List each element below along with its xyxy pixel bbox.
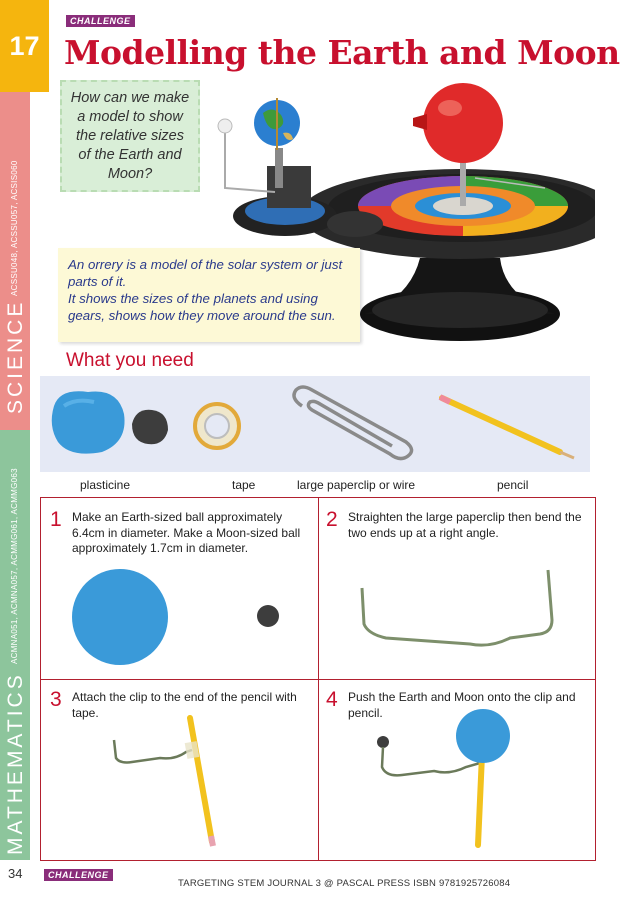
science-band <box>0 92 30 430</box>
materials-image <box>40 376 590 472</box>
step-1-number: 1 <box>50 508 62 531</box>
question-card <box>60 80 200 192</box>
material-paperclip: large paperclip or wire <box>297 478 416 492</box>
page-title: Modelling the Earth and Moon <box>64 33 620 72</box>
material-pencil: pencil <box>497 478 529 492</box>
science-codes: ACSSU048, ACSSU057, ACSIS060 <box>10 160 19 296</box>
page-number: 34 <box>8 866 23 881</box>
step-4-text: Push the Earth and Moon onto the clip and pencil. <box>348 690 576 720</box>
step-4-number: 4 <box>326 688 338 711</box>
mathematics-label: MATHEMATICS <box>4 672 27 855</box>
step-3-image <box>60 710 310 855</box>
mathematics-band <box>0 430 30 860</box>
question-text: How can we make a model to show the relative sizes of the Earth and Moon? <box>70 89 190 182</box>
step-2-number: 2 <box>326 508 338 531</box>
step-3-number: 3 <box>50 688 62 711</box>
materials-strip <box>40 376 590 472</box>
note-line-2: It shows the sizes of the planets and using gears, shows how they move around the sun. <box>68 291 336 323</box>
step-3-text: Attach the clip to the end of the pencil with tape. <box>72 690 297 720</box>
material-plasticine: plasticine <box>80 478 131 492</box>
step-1-image <box>60 565 310 675</box>
steps-divider-horizontal <box>40 679 596 680</box>
step-2-text: Straighten the large paperclip then bend the two ends up at a right angle. <box>348 510 582 540</box>
step-4-image <box>330 705 590 855</box>
what-you-need-heading: What you need <box>66 350 194 371</box>
material-tape: tape <box>232 478 256 492</box>
page-badge <box>0 0 49 92</box>
page-badge-number: 17 <box>9 30 40 61</box>
challenge-badge: CHALLENGE <box>66 15 135 27</box>
step-1-text: Make an Earth-sized ball approximately 6.4cm in diameter. Make a Moon-sized ball approximately 1.7cm in diameter. <box>72 510 301 555</box>
mathematics-codes: ACMNA051, ACMNA057, ACMMG061, ACMMG063 <box>10 468 19 664</box>
science-label: SCIENCE <box>4 299 27 414</box>
footer-challenge-badge: CHALLENGE <box>44 869 113 881</box>
step-2-image <box>330 560 590 675</box>
orrery-note <box>58 248 360 342</box>
footer-text: TARGETING STEM JOURNAL 3 @ PASCAL PRESS ISBN 9781925726084 <box>178 878 511 889</box>
note-line-1: An orrery is a model of the solar system or just parts of it. <box>68 257 343 289</box>
